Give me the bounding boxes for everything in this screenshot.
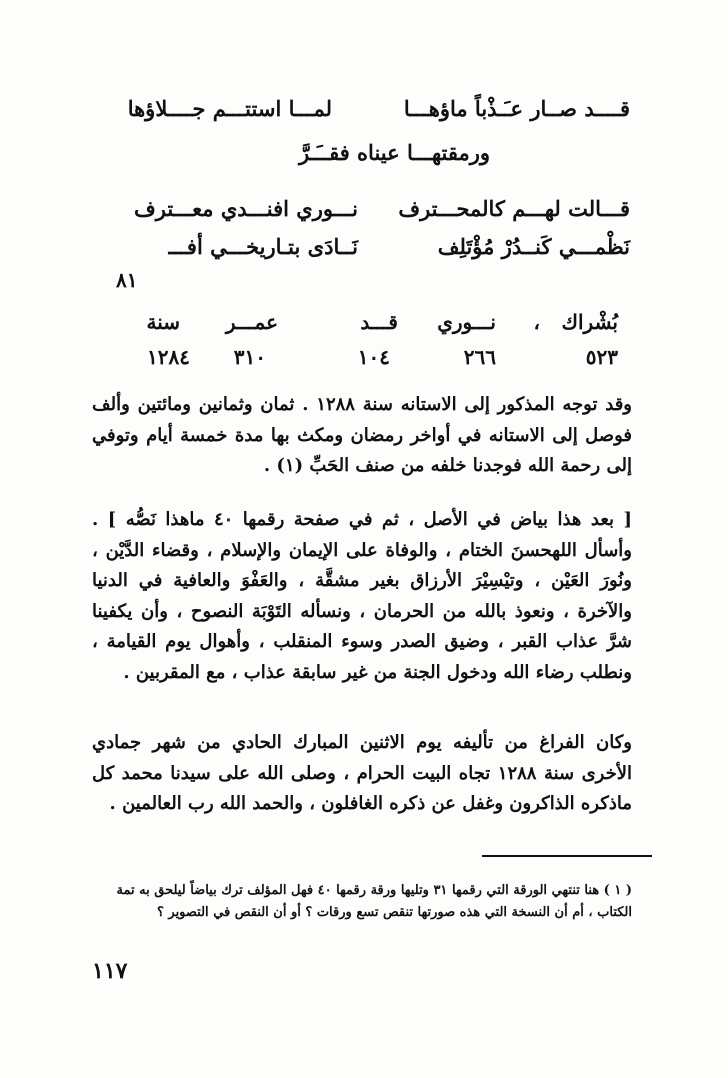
chronogram-word: قـــد <box>360 310 398 334</box>
chronogram-value: ١٢٨٤ <box>147 345 190 369</box>
page-number: ١١٧ <box>92 958 128 984</box>
paragraph: وقد توجه المذكور إلى الاستانه سنة ١٢٨٨ . ثمان وثمانين ومائتين وألف فوصل إلى الاستانه في أواخر رمضان ومكث بها مدة خمسة أيام وتوفي إلى رحمة الله فوجدنا خلفه من صنف الحَبِّ (١) . <box>92 394 632 476</box>
verse-hemistich: لمـــا استتـــم جــــلاؤها <box>127 96 332 121</box>
chronogram-value: ٥٢٣ <box>585 345 618 369</box>
chronogram-value: ٣١٠ <box>233 345 266 369</box>
paragraph: وكان الفراغ من تأليفه يوم الاثنين المبارك الحادي من شهر جمادي الأخرى سنة ١٢٨٨ تجاه البيت الحرام ، وصلى الله على سيدنا محمد كل ماذكره الذاكرون وغفل عن ذكره الغافلون ، والحمد الله رب العالمين . <box>92 732 632 814</box>
verse-hemistich: نَــادَى بتـاريخـــي أفـــ <box>168 234 358 259</box>
chronogram-value: ١٠٤ <box>357 345 390 369</box>
chronogram-word: نـــوري <box>437 310 496 334</box>
chronogram-word: بُشْراك <box>561 310 618 334</box>
verse-hemistich: قــــد صــار عـَـذْباً ماؤهـــا <box>403 96 630 121</box>
verse-number: ٨١ <box>116 268 138 292</box>
chronogram-word: سنة <box>146 310 180 334</box>
footnote: ( ١ ) هنا تنتهي الورقة التي رقمها ٣١ وتليها ورقة رقمها ٤٠ فهل المؤلف ترك بياضاً ليلحق به تمة الكتاب ، أم أن النسخة التي هذه صورتها تنقص تسع ورقات ؟ أو أن النقص في التصوير ؟ <box>116 883 632 920</box>
paragraph: [ بعد هذا بياض في الأصل ، ثم في صفحة رقمها ٤٠ ماهذا نَصُّه ] . وأسأل اللهحسنَ الختام ، والوفاة على الإيمان والإسلام ، وقضاء الدَّيْن ، ونُورَ العَيْن ، وتيْسِيْرَ الأرزاق بغير مشقَّة ، والعَفْوَ والعافية في الدنيا والآخرة ، ونعوذ بالله من الحرمان ، ونسأله التَوْبَة النصوح ، وأن يكفينا شرَّ عذاب القبر ، وضيق الصدر وسوء المنقلب ، وأهوال يوم القيامة ، ونطلب رضاء الله ودخول الجنة من غير سابقة عذاب ، مع المقربين . <box>92 509 633 683</box>
verse-hemistich: قـــالت لهـــم كالمحـــترف <box>398 196 630 221</box>
verse-hemistich: ورمقتهـــا عيناه فقــَـرَّ <box>299 140 490 165</box>
chronogram-value: ٢٦٦ <box>463 345 496 369</box>
chronogram-separator: ، <box>533 310 540 334</box>
footnote-rule <box>482 855 652 857</box>
verse-hemistich: نَظْمـــي كَنــدُرْ مُؤْتَلِف <box>437 234 630 259</box>
verse-hemistich: نـــوري افنـــدي معـــترف <box>133 196 358 221</box>
chronogram-word: عمـــر <box>225 310 278 334</box>
